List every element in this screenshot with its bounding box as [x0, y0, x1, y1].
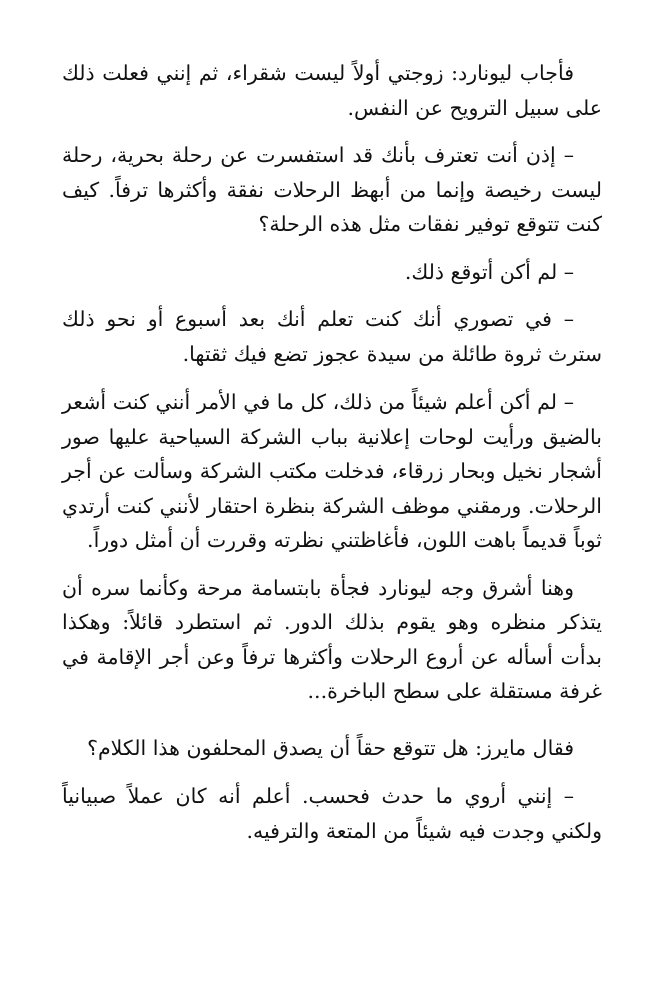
- paragraph-inheritance-accusation: – في تصوري أنك كنت تعلم أنك بعد أسبوع أو نحو ذلك سترث ثروة طائلة من سيدة عجوز تضع فيك ثقتها.: [62, 307, 602, 366]
- book-page: [62, 56, 602, 862]
- paragraph-leonard-smile: وهنا أشرق وجه ليونارد فجأة بابتسامة مرحة وكأنما سره أن يتذكر منظره وهو يقوم بذلك الدور. ثم استطرد قائلاً: وهكذا بدأت أسأله عن أروع الرحلات وأكثرها ترفاً وعن أجر الإقامة في غرفة مستقلة على سطح الباخرة...: [62, 575, 602, 703]
- paragraph-did-not-expect: – لم أكن أتوقع ذلك.: [404, 259, 574, 284]
- paragraph-cruise-question: – إذن أنت تعترف بأنك قد استفسرت عن رحلة بحرية، رحلة ليست رخيصة وإنما من أبهظ الرحلات نفقة وأكثرها ترفاً. كيف كنت تتوقع توفير نفقات مثل هذه الرحلة؟: [62, 143, 602, 236]
- paragraph-leonard-answer: – إنني أروي ما حدث فحسب. أعلم أنه كان عملاً صبيانياً ولكني وجدت فيه شيئاً من المتعة والترفيه.: [62, 784, 602, 843]
- paragraph-travel-agency-story: – لم أكن أعلم شيئاً من ذلك، كل ما في الأمر أنني كنت أشعر بالضيق ورأيت لوحات إعلانية بباب الشركة السياحية عليها صور أشجار نخيل وبحار زرقاء، فدخلت مكتب الشركة وسألت عن أجر الرحلات. ورمقني موظف الشركة بنظرة احتقار لأنني كنت أرتدي ثوباً قديماً باهت اللون، فأغاظتني نظرته وقررت أن أمثل دوراً.: [62, 390, 602, 552]
- paragraph-leonard-reply: فأجاب ليونارد: زوجتي أولاً ليست شقراء، ثم إنني فعلت ذلك على سبيل الترويح عن النفس.: [62, 61, 602, 120]
- paragraph-mayhew-question: فقال مايرز: هل تتوقع حقاً أن يصدق المحلفون هذا الكلام؟: [87, 735, 574, 760]
